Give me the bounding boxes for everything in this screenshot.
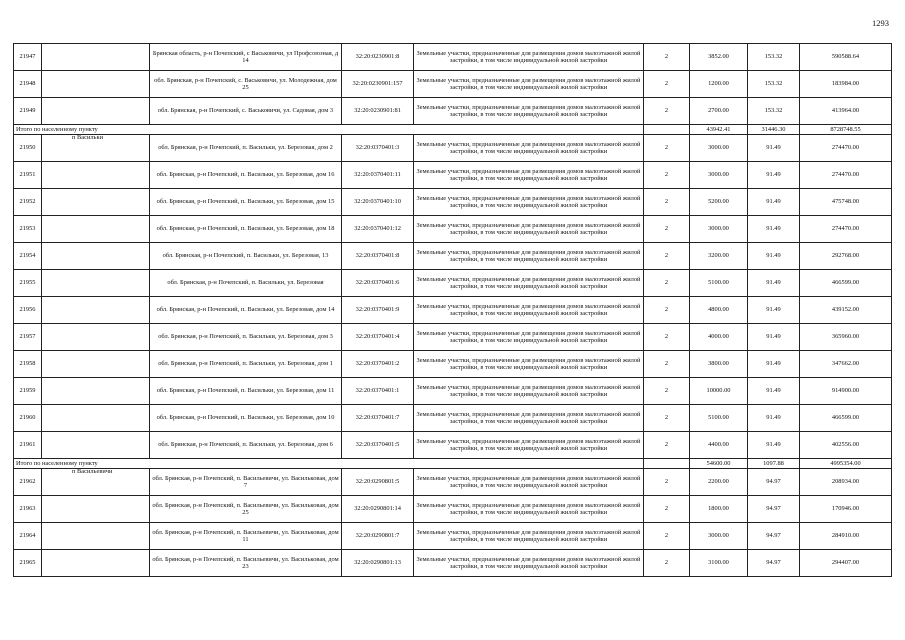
- row-number: 21963: [14, 496, 42, 523]
- group-cell: 2: [644, 162, 690, 189]
- group-cell: 2: [644, 432, 690, 459]
- row-number: 21962: [14, 469, 42, 496]
- cadastral-value-cell: 475748.00: [800, 189, 892, 216]
- settlement-cell: [42, 496, 150, 523]
- land-use-purpose-cell: Земельные участки, предназначенные для размещения домов малоэтажной жилой застройки, в том числе индивидуальной жилой застройки: [414, 71, 644, 98]
- cadastral-number-cell: 32:20:0290801:14: [342, 496, 414, 523]
- land-use-purpose-cell: Земельные участки, предназначенные для размещения домов малоэтажной жилой застройки, в том числе индивидуальной жилой застройки: [414, 297, 644, 324]
- specific-value-cell: 94.97: [748, 550, 800, 577]
- land-use-purpose-cell: Земельные участки, предназначенные для размещения домов малоэтажной жилой застройки, в том числе индивидуальной жилой застройки: [414, 270, 644, 297]
- cadastral-value-cell: 183984.00: [800, 71, 892, 98]
- settlement-cell: [42, 162, 150, 189]
- area-cell: 5100.00: [690, 270, 748, 297]
- address-cell: обл. Брянская, р-н Почепский, п. Васильки, ул. Березовая, дом 6: [150, 432, 342, 459]
- land-use-purpose-cell: Земельные участки, предназначенные для размещения домов малоэтажной жилой застройки, в том числе индивидуальной жилой застройки: [414, 189, 644, 216]
- group-cell: 2: [644, 469, 690, 496]
- specific-value-cell: 91.49: [748, 405, 800, 432]
- settlement-cell: [42, 189, 150, 216]
- land-use-purpose-cell: Земельные участки, предназначенные для размещения домов малоэтажной жилой застройки, в том числе индивидуальной жилой застройки: [414, 216, 644, 243]
- specific-value-cell: 153.32: [748, 44, 800, 71]
- area-cell: 1200.00: [690, 71, 748, 98]
- area-cell: 3800.00: [690, 351, 748, 378]
- row-number: 21955: [14, 270, 42, 297]
- address-cell: Брянская область, р-н Почепский, с Васьковичи, ул Профсоюзная, д 14: [150, 44, 342, 71]
- area-cell: 5200.00: [690, 189, 748, 216]
- area-cell: 3000.00: [690, 523, 748, 550]
- address-cell: обл. Брянская, р-н Почепский, п. Васильевичи, ул. Васильковая, дом 7: [150, 469, 342, 496]
- cadastral-number-cell: 32:20:0230901:8: [342, 44, 414, 71]
- land-use-purpose-cell: Земельные участки, предназначенные для размещения домов малоэтажной жилой застройки, в том числе индивидуальной жилой застройки: [414, 324, 644, 351]
- cadastral-number-cell: 32:20:0370401:10: [342, 189, 414, 216]
- area-cell: 4400.00: [690, 432, 748, 459]
- specific-value-cell: 91.49: [748, 189, 800, 216]
- table-row: [14, 216, 892, 243]
- row-number: 21953: [14, 216, 42, 243]
- row-number: 21959: [14, 378, 42, 405]
- address-cell: обл. Брянская, р-н Почепский, п. Васильки, ул. Березовая, дом 10: [150, 405, 342, 432]
- cadastral-value-cell: 590588.64: [800, 44, 892, 71]
- row-number: 21957: [14, 324, 42, 351]
- row-number: 21956: [14, 297, 42, 324]
- cadastral-number-cell: 32:20:0370401:3: [342, 135, 414, 162]
- settlement-cell: [42, 523, 150, 550]
- group-cell: 2: [644, 523, 690, 550]
- address-cell: обл. Брянская, р-н Почепский, п. Васильки, ул. Березовая, дом 2: [150, 135, 342, 162]
- row-number: 21947: [14, 44, 42, 71]
- address-cell: обл. Брянская, р-н Почепский, п. Васильевичи, ул. Васильковая, дом 11: [150, 523, 342, 550]
- address-cell: обл. Брянская, р-н Почепский, п. Васильки, ул. Березовая, дом 18: [150, 216, 342, 243]
- group-cell: 2: [644, 216, 690, 243]
- land-use-purpose-cell: Земельные участки, предназначенные для размещения домов малоэтажной жилой застройки, в том числе индивидуальной жилой застройки: [414, 496, 644, 523]
- row-number: 21961: [14, 432, 42, 459]
- settlement-cell: [42, 243, 150, 270]
- table-row: [14, 405, 892, 432]
- area-cell: 3000.00: [690, 135, 748, 162]
- total-area: 43942.41: [690, 125, 748, 135]
- row-number: 21952: [14, 189, 42, 216]
- table-row: [14, 135, 892, 162]
- table-row: [14, 98, 892, 125]
- area-cell: 5100.00: [690, 405, 748, 432]
- settlement-name: п Васильевичи: [72, 468, 113, 475]
- table-row: [14, 469, 892, 496]
- specific-value-cell: 91.49: [748, 135, 800, 162]
- area-cell: 3852.00: [690, 44, 748, 71]
- group-cell: 2: [644, 550, 690, 577]
- group-cell: 2: [644, 135, 690, 162]
- settlement-cell: [42, 351, 150, 378]
- specific-value-cell: 91.49: [748, 162, 800, 189]
- specific-value-cell: 94.97: [748, 469, 800, 496]
- cadastral-value-cell: 284910.00: [800, 523, 892, 550]
- cadastral-number-cell: 32:20:0370401:6: [342, 270, 414, 297]
- table-row: [14, 324, 892, 351]
- group-cell: 2: [644, 324, 690, 351]
- table-row: [14, 270, 892, 297]
- group-cell: 2: [644, 71, 690, 98]
- total-rate: 31446.30: [748, 125, 800, 135]
- area-cell: 3100.00: [690, 550, 748, 577]
- settlement-cell: [42, 270, 150, 297]
- settlement-cell: [42, 71, 150, 98]
- cadastral-value-cell: 466599.00: [800, 270, 892, 297]
- row-number: 21965: [14, 550, 42, 577]
- total-rate: 1097.88: [748, 459, 800, 469]
- cadastral-value-cell: 914900.00: [800, 378, 892, 405]
- row-number: 21960: [14, 405, 42, 432]
- address-cell: обл. Брянская, р-н Почепский, п. Васильевичи, ул. Васильковая, дом 25: [150, 496, 342, 523]
- address-cell: обл. Брянская, р-н Почепский, п. Васильки, ул. Березовая, дом 3: [150, 324, 342, 351]
- land-use-purpose-cell: Земельные участки, предназначенные для размещения домов малоэтажной жилой застройки, в том числе индивидуальной жилой застройки: [414, 351, 644, 378]
- address-cell: обл. Брянская, р-н Почепский, п. Васильевичи, ул. Васильковая, дом 23: [150, 550, 342, 577]
- area-cell: 2700.00: [690, 98, 748, 125]
- group-cell: 2: [644, 351, 690, 378]
- area-cell: 3000.00: [690, 162, 748, 189]
- cadastral-value-cell: 274470.00: [800, 135, 892, 162]
- area-cell: 10000.00: [690, 378, 748, 405]
- row-number: 21950: [14, 135, 42, 162]
- group-cell: 2: [644, 243, 690, 270]
- area-cell: 1800.00: [690, 496, 748, 523]
- row-number: 21948: [14, 71, 42, 98]
- cadastral-value-table: [13, 43, 892, 577]
- table-row: [14, 432, 892, 459]
- settlement-cell: [42, 98, 150, 125]
- cadastral-number-cell: 32:20:0370401:8: [342, 243, 414, 270]
- table-row: [14, 189, 892, 216]
- table-row: [14, 351, 892, 378]
- address-cell: обл. Брянская, р-н Почепский, с. Васьковичи, ул. Молодежная, дом 25: [150, 71, 342, 98]
- address-cell: обл. Брянская, р-н Почепский, п. Васильки, ул. Березовая: [150, 270, 342, 297]
- cadastral-number-cell: 32:20:0290801:7: [342, 523, 414, 550]
- settlement-cell: [42, 324, 150, 351]
- cadastral-number-cell: 32:20:0230901:157: [342, 71, 414, 98]
- cadastral-value-cell: 292768.00: [800, 243, 892, 270]
- cadastral-value-cell: 402556.00: [800, 432, 892, 459]
- land-use-purpose-cell: Земельные участки, предназначенные для размещения домов малоэтажной жилой застройки, в том числе индивидуальной жилой застройки: [414, 550, 644, 577]
- area-cell: 3200.00: [690, 243, 748, 270]
- address-cell: обл. Брянская, р-н Почепский, п. Васильки, ул. Березовая, дом 15: [150, 189, 342, 216]
- cadastral-number-cell: 32:20:0290801:13: [342, 550, 414, 577]
- cadastral-value-cell: 170946.00: [800, 496, 892, 523]
- specific-value-cell: 91.49: [748, 432, 800, 459]
- area-cell: 4000.00: [690, 324, 748, 351]
- settlement-cell: [42, 378, 150, 405]
- group-cell: 2: [644, 98, 690, 125]
- specific-value-cell: 94.97: [748, 496, 800, 523]
- group-cell: 2: [644, 378, 690, 405]
- land-use-purpose-cell: Земельные участки, предназначенные для размещения домов малоэтажной жилой застройки, в том числе индивидуальной жилой застройки: [414, 44, 644, 71]
- address-cell: обл. Брянская, р-н Почепский, п. Васильки, ул. Березовая, дом 16: [150, 162, 342, 189]
- land-use-purpose-cell: Земельные участки, предназначенные для размещения домов малоэтажной жилой застройки, в том числе индивидуальной жилой застройки: [414, 432, 644, 459]
- table-row: [14, 162, 892, 189]
- group-cell: 2: [644, 297, 690, 324]
- row-number: 21949: [14, 98, 42, 125]
- cadastral-number-cell: 32:20:0370401:1: [342, 378, 414, 405]
- area-cell: 2200.00: [690, 469, 748, 496]
- total-value: 8728748.55: [800, 125, 892, 135]
- cadastral-number-cell: 32:20:0370401:11: [342, 162, 414, 189]
- land-use-purpose-cell: Земельные участки, предназначенные для размещения домов малоэтажной жилой застройки, в том числе индивидуальной жилой застройки: [414, 523, 644, 550]
- total-area: 54600.00: [690, 459, 748, 469]
- table-row: [14, 243, 892, 270]
- area-cell: 3000.00: [690, 216, 748, 243]
- settlement-cell: [42, 469, 150, 496]
- settlement-cell: [42, 405, 150, 432]
- area-cell: 4800.00: [690, 297, 748, 324]
- table-row: [14, 297, 892, 324]
- total-label: Итого по населенному пункту: [14, 125, 644, 135]
- table-body: [14, 44, 892, 577]
- specific-value-cell: 153.32: [748, 71, 800, 98]
- land-use-purpose-cell: Земельные участки, предназначенные для размещения домов малоэтажной жилой застройки, в том числе индивидуальной жилой застройки: [414, 405, 644, 432]
- cadastral-value-cell: 365960.00: [800, 324, 892, 351]
- land-use-purpose-cell: Земельные участки, предназначенные для размещения домов малоэтажной жилой застройки, в том числе индивидуальной жилой застройки: [414, 98, 644, 125]
- land-use-purpose-cell: Земельные участки, предназначенные для размещения домов малоэтажной жилой застройки, в том числе индивидуальной жилой застройки: [414, 378, 644, 405]
- group-cell: 2: [644, 189, 690, 216]
- cadastral-number-cell: 32:20:0370401:4: [342, 324, 414, 351]
- specific-value-cell: 91.49: [748, 324, 800, 351]
- specific-value-cell: 153.32: [748, 98, 800, 125]
- address-cell: обл. Брянская, р-н Почепский, п. Васильки, ул. Березовая, дом 11: [150, 378, 342, 405]
- land-use-purpose-cell: Земельные участки, предназначенные для размещения домов малоэтажной жилой застройки, в том числе индивидуальной жилой застройки: [414, 162, 644, 189]
- address-cell: обл. Брянская, р-н Почепский, п. Васильки, ул. Березовая, 13: [150, 243, 342, 270]
- table-row: [14, 378, 892, 405]
- total-label: Итого по населенному пункту: [14, 459, 644, 469]
- cadastral-value-cell: 208934.00: [800, 469, 892, 496]
- cadastral-value-cell: 274470.00: [800, 216, 892, 243]
- cadastral-number-cell: 32:20:0370401:9: [342, 297, 414, 324]
- settlement-total-row: [14, 125, 892, 135]
- address-cell: обл. Брянская, р-н Почепский, п. Васильки, ул. Березовая, дом 1: [150, 351, 342, 378]
- settlement-cell: [42, 44, 150, 71]
- specific-value-cell: 91.49: [748, 378, 800, 405]
- settlement-cell: [42, 432, 150, 459]
- settlement-cell: [42, 135, 150, 162]
- group-cell: 2: [644, 44, 690, 71]
- specific-value-cell: 91.49: [748, 297, 800, 324]
- specific-value-cell: 91.49: [748, 216, 800, 243]
- group-cell: 2: [644, 270, 690, 297]
- settlement-cell: [42, 550, 150, 577]
- cadastral-number-cell: 32:20:0370401:5: [342, 432, 414, 459]
- cadastral-number-cell: 32:20:0290801:5: [342, 469, 414, 496]
- row-number: 21958: [14, 351, 42, 378]
- cadastral-number-cell: 32:20:0230901:81: [342, 98, 414, 125]
- group-cell: 2: [644, 405, 690, 432]
- address-cell: обл. Брянская, р-н Почепский, п. Васильки, ул. Березовая, дом 14: [150, 297, 342, 324]
- cadastral-value-cell: 439152.00: [800, 297, 892, 324]
- cadastral-number-cell: 32:20:0370401:12: [342, 216, 414, 243]
- cadastral-value-cell: 294407.00: [800, 550, 892, 577]
- row-number: 21951: [14, 162, 42, 189]
- address-cell: обл. Брянская, р-н Почепский, с. Васьковичи, ул. Садовая, дом 3: [150, 98, 342, 125]
- specific-value-cell: 91.49: [748, 243, 800, 270]
- cadastral-number-cell: 32:20:0370401:2: [342, 351, 414, 378]
- land-use-purpose-cell: Земельные участки, предназначенные для размещения домов малоэтажной жилой застройки, в том числе индивидуальной жилой застройки: [414, 469, 644, 496]
- cadastral-value-cell: 466599.00: [800, 405, 892, 432]
- total-empty-cell: [644, 125, 690, 135]
- cadastral-value-cell: 413964.00: [800, 98, 892, 125]
- total-empty-cell: [644, 459, 690, 469]
- specific-value-cell: 94.97: [748, 523, 800, 550]
- page-number: 1293: [872, 18, 889, 28]
- land-use-purpose-cell: Земельные участки, предназначенные для размещения домов малоэтажной жилой застройки, в том числе индивидуальной жилой застройки: [414, 135, 644, 162]
- specific-value-cell: 91.49: [748, 351, 800, 378]
- settlement-total-row: [14, 459, 892, 469]
- table-row: [14, 523, 892, 550]
- group-cell: 2: [644, 496, 690, 523]
- table-row: [14, 550, 892, 577]
- row-number: 21954: [14, 243, 42, 270]
- specific-value-cell: 91.49: [748, 270, 800, 297]
- table-row: [14, 496, 892, 523]
- total-value: 4995354.00: [800, 459, 892, 469]
- table-row: [14, 44, 892, 71]
- settlement-cell: [42, 297, 150, 324]
- cadastral-number-cell: 32:20:0370401:7: [342, 405, 414, 432]
- table-row: [14, 71, 892, 98]
- settlement-cell: [42, 216, 150, 243]
- land-use-purpose-cell: Земельные участки, предназначенные для размещения домов малоэтажной жилой застройки, в том числе индивидуальной жилой застройки: [414, 243, 644, 270]
- cadastral-value-cell: 347662.00: [800, 351, 892, 378]
- settlement-name: п Васильки: [72, 134, 104, 141]
- cadastral-value-cell: 274470.00: [800, 162, 892, 189]
- row-number: 21964: [14, 523, 42, 550]
